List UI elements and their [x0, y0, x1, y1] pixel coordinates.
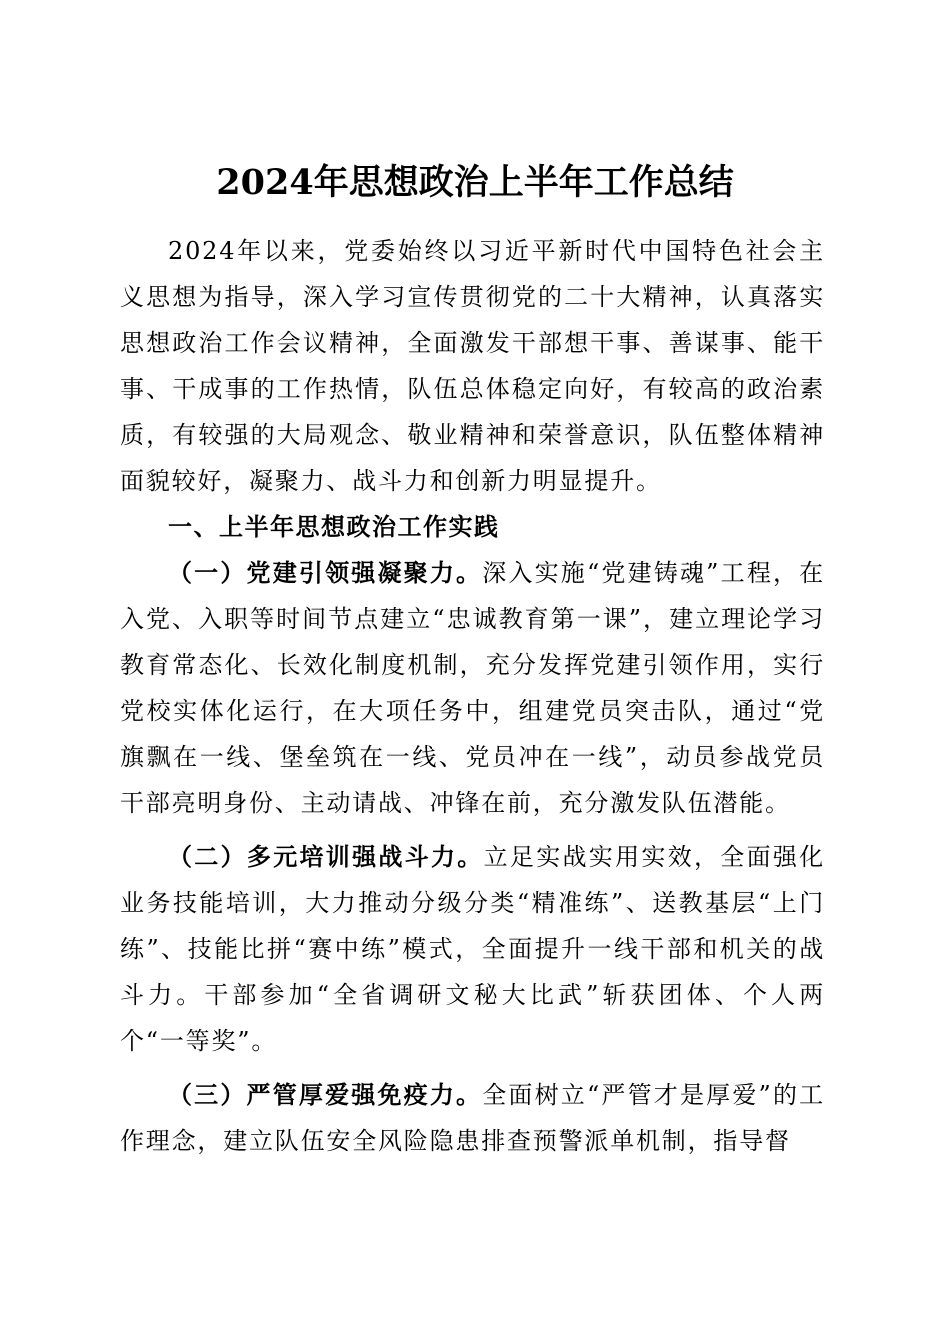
item-lead-3: （三）严管厚爱强免疫力。 [168, 1080, 483, 1109]
item-lead-2: （二）多元培训强战斗力。 [168, 842, 484, 871]
item-paragraph-2 [120, 834, 825, 1064]
item-paragraph-1 [120, 550, 825, 826]
item-body-2: 立足实战实用实效，全面强化业务技能培训，大力推动分级分类“精准练”、送教基层“上门练”、技能比拼“赛中练”模式，全面提升一线干部和机关的战斗力。干部参加“全省调研文秘大比武”斩获团体、个人两个“一等奖”。 [120, 843, 825, 1055]
section-heading: 一、上半年思想政治工作实践 [168, 513, 500, 541]
item-body-1: 深入实施“党建铸魂”工程，在入党、入职等时间节点建立“忠诚教育第一课”，建立理论学习教育常态化、长效化制度机制，充分发挥党建引领作用，实行党校实体化运行，在大项任务中，组建党员突击队，通过“党旗飘在一线、堡垒筑在一线、党员冲在一线”，动员参战党员干部亮明身份、主动请战、冲锋在前，充分激发队伍潜能。 [120, 559, 825, 817]
item-paragraph-3 [120, 1072, 825, 1164]
item-body-3: 全面树立“严管才是厚爱”的工作理念，建立队伍安全风险隐患排查预警派单机制，指导督 [120, 1081, 825, 1155]
item-lead-1: （一）党建引领强凝聚力。 [168, 558, 483, 587]
intro-paragraph: 2024年以来，党委始终以习近平新时代中国特色社会主义思想为指导，深入学习宣传贯彻党的二十大精神，认真落实思想政治工作会议精神，全面激发干部想干事、善谋事、能干事、干成事的工作热情，队伍总体稳定向好，有较高的政治素质，有较强的大局观念、敬业精神和荣誉意识，队伍整体精神面貌较好，凝聚力、战斗力和创新力明显提升。 [120, 237, 825, 495]
document-body [120, 228, 825, 1164]
document-title: 2024年思想政治上半年工作总结 [216, 162, 734, 204]
